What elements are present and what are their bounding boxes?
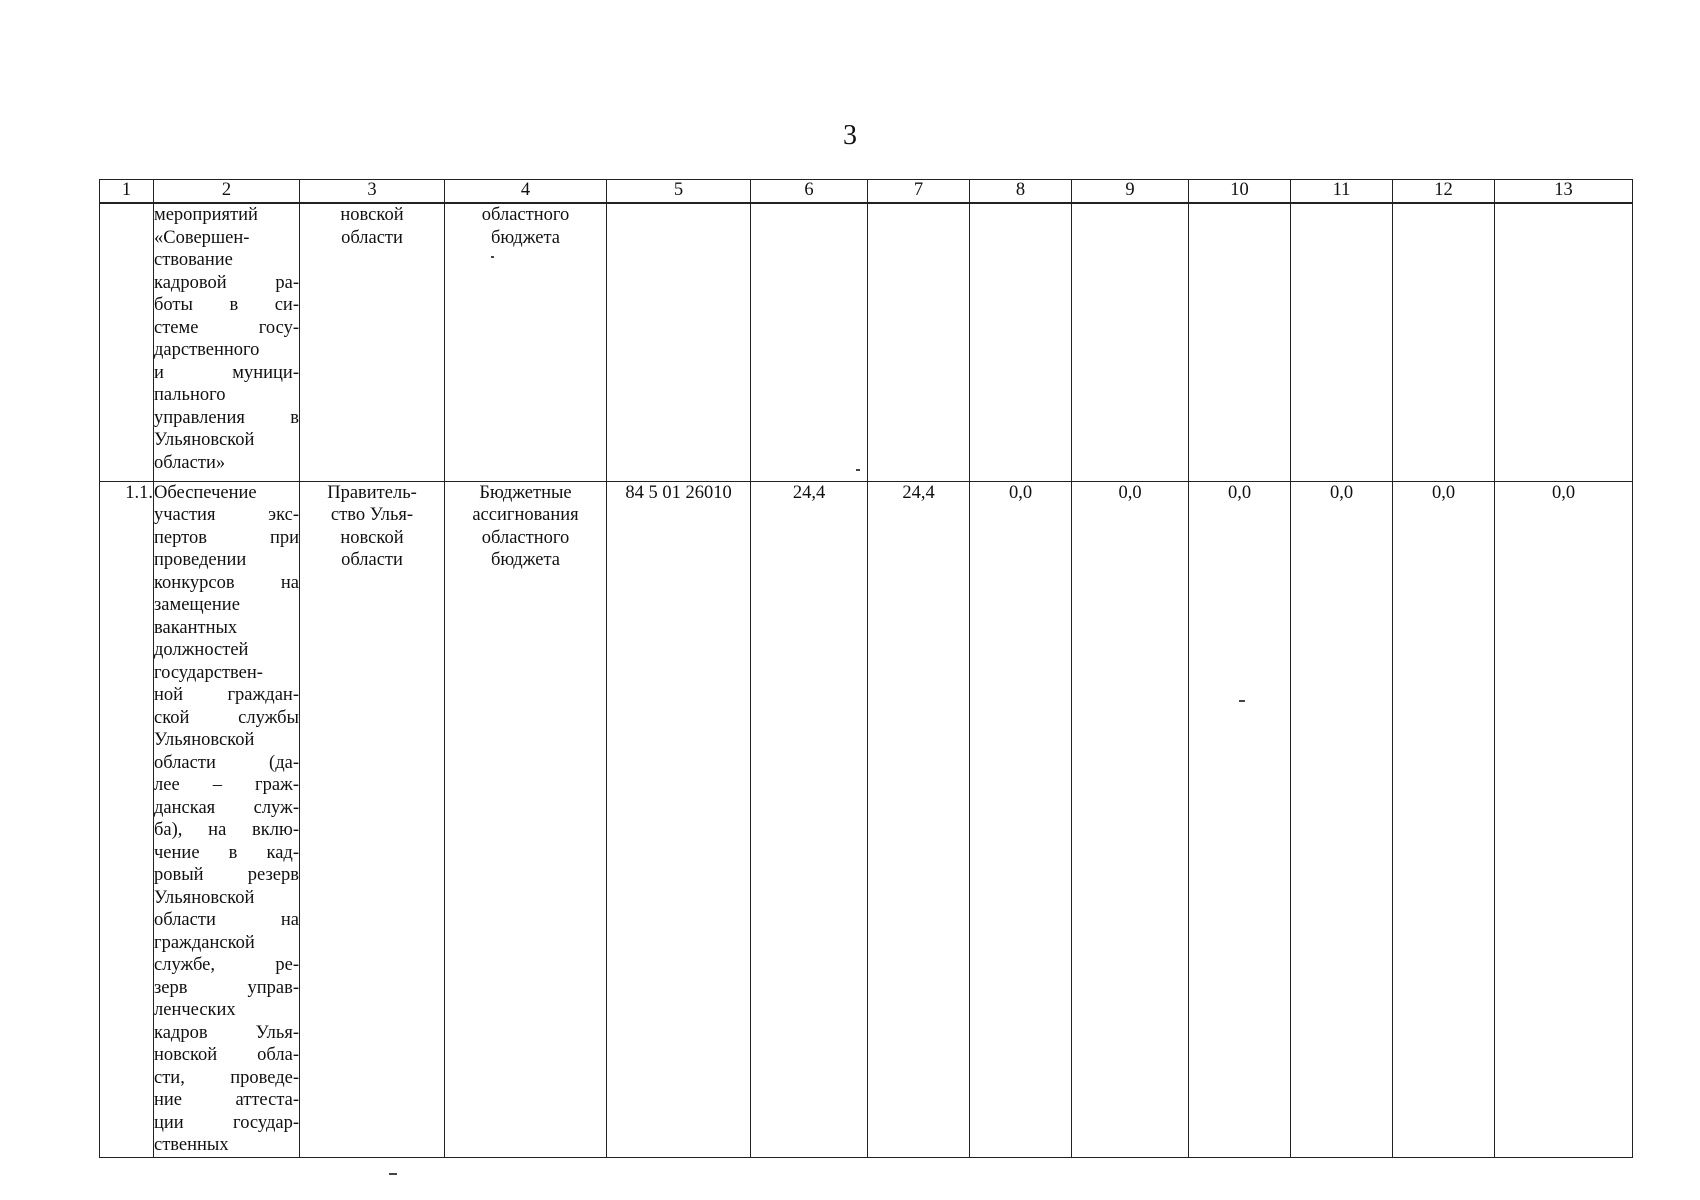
empty-cell bbox=[868, 203, 970, 481]
text-line: гражданской bbox=[154, 932, 255, 953]
event-name-cell bbox=[154, 481, 300, 1157]
text-line: областного bbox=[481, 205, 570, 225]
scan-speck bbox=[1239, 700, 1245, 702]
text-line: ние аттеста- bbox=[154, 1090, 299, 1110]
header-cell: 6 bbox=[751, 180, 868, 204]
text-line: Правитель- bbox=[327, 482, 417, 503]
header-cell: 5 bbox=[607, 180, 751, 204]
header-cell: 2 bbox=[154, 180, 300, 204]
table-row bbox=[100, 481, 1633, 1157]
header-cell: 3 bbox=[300, 180, 445, 204]
text-line: ной граждан- bbox=[154, 685, 299, 705]
text-line: конкурсов на bbox=[154, 572, 299, 593]
table-row-continuation bbox=[100, 203, 1633, 481]
text-line: стеме госу- bbox=[154, 317, 299, 338]
text-line: ственных bbox=[154, 1135, 229, 1155]
text-line: новской bbox=[340, 205, 404, 225]
budget-table bbox=[99, 179, 1633, 1158]
value-cell: 0,0 bbox=[1072, 481, 1189, 1157]
header-cell: 12 bbox=[1393, 180, 1495, 204]
text-line: боты в си- bbox=[154, 295, 299, 315]
text-line: Бюджетные bbox=[479, 482, 572, 503]
text-line: областного bbox=[481, 527, 570, 548]
executor-cell bbox=[300, 203, 445, 481]
funding-source-cell bbox=[445, 203, 607, 481]
empty-cell bbox=[1072, 203, 1189, 481]
event-name-cell bbox=[154, 203, 300, 481]
empty-cell bbox=[1393, 203, 1495, 481]
text-line: кадровой ра- bbox=[154, 272, 299, 293]
text-line: новской обла- bbox=[154, 1045, 299, 1065]
text-line: Ульяновской bbox=[154, 430, 255, 450]
text-line: новской bbox=[340, 527, 404, 548]
text-line: Ульяновской bbox=[154, 730, 255, 750]
funding-source-cell bbox=[445, 481, 607, 1157]
value-cell: 0,0 bbox=[1291, 481, 1393, 1157]
table-header-row bbox=[100, 180, 1633, 204]
header-cell: 13 bbox=[1495, 180, 1633, 204]
text-line: сти, проведе- bbox=[154, 1067, 299, 1088]
scan-speck bbox=[389, 1173, 397, 1175]
text-line: бюджета bbox=[491, 227, 560, 248]
empty-cell bbox=[607, 203, 751, 481]
executor-cell bbox=[300, 481, 445, 1157]
text-line: ствование bbox=[154, 250, 233, 270]
text-line: Ульяновской bbox=[154, 887, 255, 908]
text-line: чение в кад- bbox=[154, 842, 299, 863]
text-line: «Совершен- bbox=[154, 227, 250, 248]
text-line: области (да- bbox=[154, 752, 299, 773]
text-line: управления в bbox=[154, 407, 299, 428]
text-line: должностей bbox=[154, 640, 249, 660]
text-line: ство Улья- bbox=[330, 505, 414, 525]
header-cell: 10 bbox=[1189, 180, 1291, 204]
text-line: области bbox=[341, 550, 403, 570]
page-number: 3 bbox=[843, 120, 857, 151]
empty-cell bbox=[1291, 203, 1393, 481]
value-cell: 0,0 bbox=[1189, 481, 1291, 1157]
text-line: кадров Улья- bbox=[154, 1022, 299, 1043]
header-cell: 4 bbox=[445, 180, 607, 204]
header-cell: 7 bbox=[868, 180, 970, 204]
header-cell: 8 bbox=[970, 180, 1072, 204]
budget-code-cell: 84 5 01 26010 bbox=[607, 481, 751, 1157]
text-line: участия экс- bbox=[154, 505, 299, 525]
text-line: бюджета bbox=[491, 550, 560, 570]
scan-speck bbox=[856, 469, 860, 471]
text-line: пального bbox=[154, 385, 226, 405]
text-line: ленческих bbox=[154, 1000, 236, 1020]
header-cell: 1 bbox=[100, 180, 154, 204]
text-line: проведении bbox=[154, 550, 247, 570]
value-cell: 24,4 bbox=[868, 481, 970, 1157]
text-line: замещение bbox=[154, 595, 240, 615]
header-cell: 11 bbox=[1291, 180, 1393, 204]
empty-cell bbox=[751, 203, 868, 481]
text-line: области на bbox=[154, 910, 299, 930]
text-line: дарственного bbox=[154, 340, 260, 360]
text-line: ровый резерв bbox=[154, 865, 299, 885]
value-cell: 0,0 bbox=[1495, 481, 1633, 1157]
text-line: вакантных bbox=[154, 617, 238, 638]
text-line: службе, ре- bbox=[154, 955, 299, 975]
text-line: ской службы bbox=[154, 707, 299, 728]
value-cell: 24,4 bbox=[751, 481, 868, 1157]
header-cell: 9 bbox=[1072, 180, 1189, 204]
text-line: ба), на вклю- bbox=[154, 820, 299, 840]
value-cell: 0,0 bbox=[1393, 481, 1495, 1157]
scan-speck bbox=[491, 256, 494, 258]
text-line: и муници- bbox=[154, 362, 299, 383]
text-line: пертов при bbox=[154, 527, 299, 548]
text-line: лее – граж- bbox=[154, 775, 299, 795]
text-line: ассигнования bbox=[472, 505, 579, 525]
text-line: области» bbox=[154, 452, 226, 473]
text-line: Обеспечение bbox=[154, 482, 257, 503]
empty-cell bbox=[1495, 203, 1633, 481]
text-line: зерв управ- bbox=[154, 977, 299, 998]
row-number-cell bbox=[100, 203, 154, 481]
text-line: данская служ- bbox=[154, 797, 299, 818]
text-line: области bbox=[341, 227, 403, 248]
row-number-cell: 1.1. bbox=[100, 481, 154, 1157]
text-line: ции государ- bbox=[154, 1112, 299, 1133]
text-line: государствен- bbox=[154, 662, 263, 683]
empty-cell bbox=[1189, 203, 1291, 481]
value-cell: 0,0 bbox=[970, 481, 1072, 1157]
empty-cell bbox=[970, 203, 1072, 481]
text-line: мероприятий bbox=[154, 205, 258, 225]
